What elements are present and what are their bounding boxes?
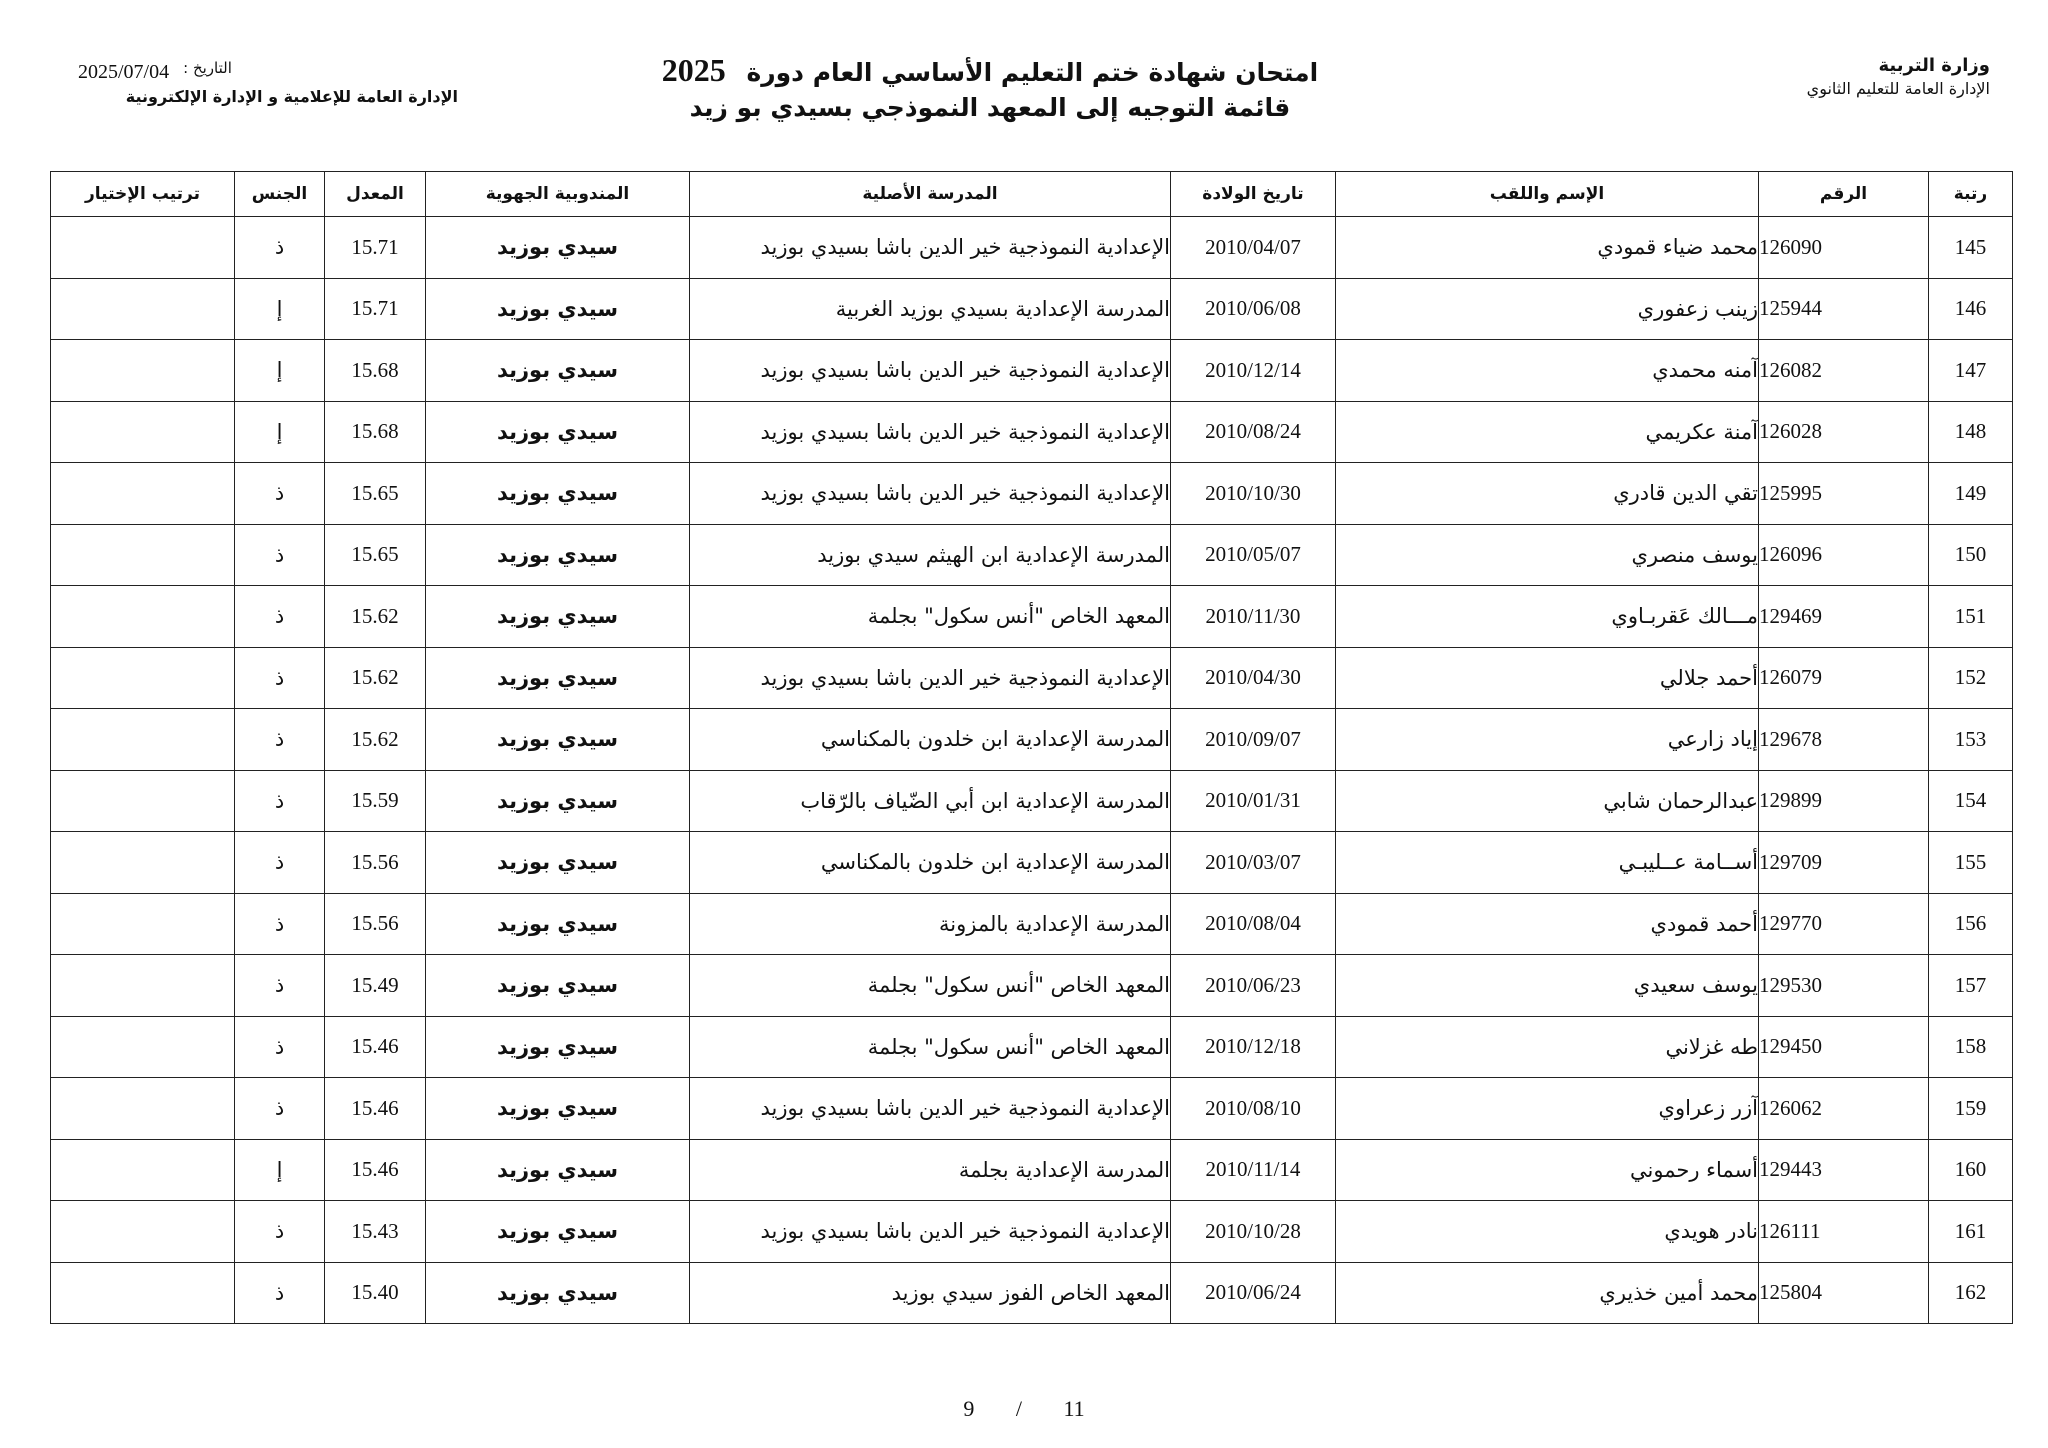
cell-rank: 162	[1929, 1262, 2013, 1324]
cell-average: 15.56	[325, 893, 426, 955]
cell-choice	[51, 832, 235, 894]
exam-year: 2025	[661, 52, 726, 88]
cell-number: 129443	[1759, 1139, 1929, 1201]
cell-gender: ذ	[235, 709, 325, 771]
it-department: الإدارة العامة للإعلامية و الإدارة الإلكترونية	[125, 87, 458, 106]
cell-choice	[51, 1139, 235, 1201]
list-title: قائمة التوجيه إلى المعهد النموذجي بسيدي بو زيد	[689, 93, 1291, 122]
cell-rank: 146	[1929, 278, 2013, 340]
table-row	[51, 463, 2013, 525]
col-header-number: الرقم	[1759, 172, 1929, 217]
cell-dob: 2010/06/08	[1171, 278, 1336, 340]
table-row	[51, 1078, 2013, 1140]
cell-number: 126090	[1759, 217, 1929, 279]
cell-region: سيدي بوزيد	[426, 1078, 690, 1140]
cell-dob: 2010/09/07	[1171, 709, 1336, 771]
table-row	[51, 1016, 2013, 1078]
cell-number: 129530	[1759, 955, 1929, 1017]
cell-average: 15.71	[325, 217, 426, 279]
cell-average: 15.59	[325, 770, 426, 832]
date-value: 2025/07/04	[78, 61, 170, 83]
cell-rank: 157	[1929, 955, 2013, 1017]
cell-number: 129899	[1759, 770, 1929, 832]
cell-rank: 156	[1929, 893, 2013, 955]
cell-region: سيدي بوزيد	[426, 586, 690, 648]
cell-choice	[51, 524, 235, 586]
cell-name: يوسف منصري	[1336, 524, 1759, 586]
col-header-region: المندوبية الجهوية	[426, 172, 690, 217]
cell-gender: ذ	[235, 955, 325, 1017]
cell-region: سيدي بوزيد	[426, 647, 690, 709]
cell-gender: ذ	[235, 586, 325, 648]
cell-average: 15.46	[325, 1139, 426, 1201]
col-header-name: الإسم واللقب	[1336, 172, 1759, 217]
cell-dob: 2010/06/24	[1171, 1262, 1336, 1324]
cell-name: آمنة عكريمي	[1336, 401, 1759, 463]
cell-gender: ذ	[235, 1201, 325, 1263]
cell-name: أحمد جلالي	[1336, 647, 1759, 709]
cell-average: 15.46	[325, 1016, 426, 1078]
table-body	[51, 217, 2013, 1324]
cell-dob: 2010/08/04	[1171, 893, 1336, 955]
cell-school: المعهد الخاص "أنس سكول" بجلمة	[690, 1016, 1171, 1078]
col-header-rank: رتبة	[1929, 172, 2013, 217]
table-row	[51, 217, 2013, 279]
cell-region: سيدي بوزيد	[426, 709, 690, 771]
cell-school: الإعدادية النموذجية خير الدين باشا بسيدي بوزيد	[690, 463, 1171, 525]
exam-title-text: امتحان شهادة ختم التعليم الأساسي العام دورة	[746, 58, 1319, 87]
cell-choice	[51, 586, 235, 648]
cell-dob: 2010/10/28	[1171, 1201, 1336, 1263]
cell-region: سيدي بوزيد	[426, 1139, 690, 1201]
orientation-table	[50, 171, 2013, 1324]
date-label: التاريخ :	[183, 59, 232, 77]
cell-name: أحمد قمودي	[1336, 893, 1759, 955]
cell-choice	[51, 278, 235, 340]
cell-region: سيدي بوزيد	[426, 1201, 690, 1263]
table-row	[51, 401, 2013, 463]
cell-school: المدرسة الإعدادية ابن أبي الضّياف بالرّقاب	[690, 770, 1171, 832]
cell-number: 129450	[1759, 1016, 1929, 1078]
cell-gender: ذ	[235, 893, 325, 955]
cell-rank: 154	[1929, 770, 2013, 832]
cell-gender: ذ	[235, 1262, 325, 1324]
cell-region: سيدي بوزيد	[426, 278, 690, 340]
cell-dob: 2010/06/23	[1171, 955, 1336, 1017]
col-header-gender: الجنس	[235, 172, 325, 217]
cell-school: المدرسة الإعدادية ابن خلدون بالمكناسي	[690, 709, 1171, 771]
col-header-average: المعدل	[325, 172, 426, 217]
cell-school: المعهد الخاص "أنس سكول" بجلمة	[690, 955, 1171, 1017]
cell-name: يوسف سعيدي	[1336, 955, 1759, 1017]
cell-region: سيدي بوزيد	[426, 217, 690, 279]
cell-rank: 155	[1929, 832, 2013, 894]
cell-number: 125995	[1759, 463, 1929, 525]
cell-number: 126062	[1759, 1078, 1929, 1140]
cell-rank: 158	[1929, 1016, 2013, 1078]
cell-choice	[51, 401, 235, 463]
cell-region: سيدي بوزيد	[426, 832, 690, 894]
cell-gender: إ	[235, 1139, 325, 1201]
cell-school: المعهد الخاص "أنس سكول" بجلمة	[690, 586, 1171, 648]
cell-average: 15.65	[325, 463, 426, 525]
page-total: 11	[1063, 1396, 1085, 1421]
cell-dob: 2010/12/14	[1171, 340, 1336, 402]
cell-gender: ذ	[235, 647, 325, 709]
cell-school: المدرسة الإعدادية ابن الهيثم سيدي بوزيد	[690, 524, 1171, 586]
cell-number: 126082	[1759, 340, 1929, 402]
cell-average: 15.56	[325, 832, 426, 894]
ministry-name: وزارة التربية	[1878, 55, 1990, 76]
directorate-name: الإدارة العامة للتعليم الثانوي	[1806, 79, 1990, 99]
table-row	[51, 1262, 2013, 1324]
cell-number: 125944	[1759, 278, 1929, 340]
cell-average: 15.68	[325, 340, 426, 402]
cell-rank: 145	[1929, 217, 2013, 279]
cell-choice	[51, 1078, 235, 1140]
cell-dob: 2010/11/30	[1171, 586, 1336, 648]
cell-dob: 2010/08/24	[1171, 401, 1336, 463]
cell-gender: ذ	[235, 1016, 325, 1078]
cell-number: 129770	[1759, 893, 1929, 955]
cell-choice	[51, 1262, 235, 1324]
cell-region: سيدي بوزيد	[426, 893, 690, 955]
cell-name: أســامة عــليبـي	[1336, 832, 1759, 894]
cell-name: إياد زارعي	[1336, 709, 1759, 771]
cell-name: طه غزلاني	[1336, 1016, 1759, 1078]
cell-number: 126028	[1759, 401, 1929, 463]
cell-region: سيدي بوزيد	[426, 1016, 690, 1078]
table-row	[51, 278, 2013, 340]
cell-school: المدرسة الإعدادية بجلمة	[690, 1139, 1171, 1201]
table-row	[51, 340, 2013, 402]
cell-name: آمنه محمدي	[1336, 340, 1759, 402]
cell-dob: 2010/04/07	[1171, 217, 1336, 279]
cell-dob: 2010/11/14	[1171, 1139, 1336, 1201]
cell-gender: ذ	[235, 524, 325, 586]
exam-title	[560, 52, 1420, 89]
cell-choice	[51, 893, 235, 955]
cell-name: أسماء رحموني	[1336, 1139, 1759, 1201]
page-separator: /	[1015, 1396, 1022, 1421]
cell-dob: 2010/12/18	[1171, 1016, 1336, 1078]
cell-gender: ذ	[235, 832, 325, 894]
cell-choice	[51, 709, 235, 771]
cell-rank: 159	[1929, 1078, 2013, 1140]
cell-average: 15.49	[325, 955, 426, 1017]
cell-choice	[51, 463, 235, 525]
cell-school: الإعدادية النموذجية خير الدين باشا بسيدي بوزيد	[690, 1078, 1171, 1140]
cell-region: سيدي بوزيد	[426, 524, 690, 586]
cell-average: 15.62	[325, 647, 426, 709]
cell-dob: 2010/08/10	[1171, 1078, 1336, 1140]
cell-rank: 152	[1929, 647, 2013, 709]
table-row	[51, 1139, 2013, 1201]
page-current: 9	[963, 1396, 975, 1421]
cell-gender: إ	[235, 401, 325, 463]
cell-rank: 147	[1929, 340, 2013, 402]
table-row	[51, 586, 2013, 648]
cell-choice	[51, 770, 235, 832]
cell-name: عبدالرحمان شابي	[1336, 770, 1759, 832]
cell-school: الإعدادية النموذجية خير الدين باشا بسيدي بوزيد	[690, 340, 1171, 402]
document-title-block	[560, 52, 1420, 122]
cell-number: 126096	[1759, 524, 1929, 586]
cell-number: 126079	[1759, 647, 1929, 709]
cell-average: 15.62	[325, 709, 426, 771]
cell-gender: ذ	[235, 1078, 325, 1140]
cell-choice	[51, 1201, 235, 1263]
cell-choice	[51, 955, 235, 1017]
table-row	[51, 709, 2013, 771]
cell-region: سيدي بوزيد	[426, 463, 690, 525]
col-header-dob: تاريخ الولادة	[1171, 172, 1336, 217]
cell-region: سيدي بوزيد	[426, 401, 690, 463]
cell-region: سيدي بوزيد	[426, 1262, 690, 1324]
cell-number: 125804	[1759, 1262, 1929, 1324]
cell-school: الإعدادية النموذجية خير الدين باشا بسيدي بوزيد	[690, 1201, 1171, 1263]
cell-name: آزر زعراوي	[1336, 1078, 1759, 1140]
cell-school: الإعدادية النموذجية خير الدين باشا بسيدي بوزيد	[690, 647, 1171, 709]
cell-region: سيدي بوزيد	[426, 340, 690, 402]
cell-choice	[51, 340, 235, 402]
date-header	[78, 58, 458, 108]
cell-dob: 2010/10/30	[1171, 463, 1336, 525]
cell-name: محمد أمين خذيري	[1336, 1262, 1759, 1324]
table-header-row	[51, 172, 2013, 217]
cell-choice	[51, 1016, 235, 1078]
cell-dob: 2010/01/31	[1171, 770, 1336, 832]
cell-name: مـــالك عَقربـاوي	[1336, 586, 1759, 648]
cell-school: الإعدادية النموذجية خير الدين باشا بسيدي بوزيد	[690, 217, 1171, 279]
cell-dob: 2010/03/07	[1171, 832, 1336, 894]
cell-rank: 161	[1929, 1201, 2013, 1263]
cell-average: 15.71	[325, 278, 426, 340]
table-row	[51, 1201, 2013, 1263]
cell-rank: 151	[1929, 586, 2013, 648]
table-row	[51, 770, 2013, 832]
col-header-school: المدرسة الأصلية	[690, 172, 1171, 217]
cell-school: المدرسة الإعدادية ابن خلدون بالمكناسي	[690, 832, 1171, 894]
cell-number: 129469	[1759, 586, 1929, 648]
cell-average: 15.40	[325, 1262, 426, 1324]
col-header-choice: ترتيب الإختيار	[51, 172, 235, 217]
cell-gender: إ	[235, 340, 325, 402]
cell-name: محمد ضياء قمودي	[1336, 217, 1759, 279]
date-row	[78, 58, 458, 86]
cell-number: 126111	[1759, 1201, 1929, 1263]
page-number	[0, 1396, 2048, 1422]
table-row	[51, 893, 2013, 955]
cell-school: المدرسة الإعدادية بالمزونة	[690, 893, 1171, 955]
cell-school: الإعدادية النموذجية خير الدين باشا بسيدي بوزيد	[690, 401, 1171, 463]
cell-region: سيدي بوزيد	[426, 955, 690, 1017]
cell-rank: 149	[1929, 463, 2013, 525]
cell-dob: 2010/05/07	[1171, 524, 1336, 586]
cell-choice	[51, 647, 235, 709]
cell-gender: إ	[235, 278, 325, 340]
cell-dob: 2010/04/30	[1171, 647, 1336, 709]
cell-average: 15.65	[325, 524, 426, 586]
cell-name: تقي الدين قادري	[1336, 463, 1759, 525]
cell-name: نادر هويدي	[1336, 1201, 1759, 1263]
cell-number: 129709	[1759, 832, 1929, 894]
cell-choice	[51, 217, 235, 279]
cell-name: زينب زعفوري	[1336, 278, 1759, 340]
cell-average: 15.62	[325, 586, 426, 648]
cell-rank: 153	[1929, 709, 2013, 771]
cell-school: المدرسة الإعدادية بسيدي بوزيد الغربية	[690, 278, 1171, 340]
cell-average: 15.43	[325, 1201, 426, 1263]
cell-average: 15.46	[325, 1078, 426, 1140]
cell-school: المعهد الخاص الفوز سيدي بوزيد	[690, 1262, 1171, 1324]
cell-gender: ذ	[235, 217, 325, 279]
table-row	[51, 647, 2013, 709]
table-row	[51, 524, 2013, 586]
cell-number: 129678	[1759, 709, 1929, 771]
cell-rank: 148	[1929, 401, 2013, 463]
table-row	[51, 955, 2013, 1017]
cell-gender: ذ	[235, 770, 325, 832]
cell-average: 15.68	[325, 401, 426, 463]
table-row	[51, 832, 2013, 894]
cell-rank: 160	[1929, 1139, 2013, 1201]
cell-rank: 150	[1929, 524, 2013, 586]
cell-region: سيدي بوزيد	[426, 770, 690, 832]
cell-gender: ذ	[235, 463, 325, 525]
ministry-header	[1670, 54, 1990, 100]
